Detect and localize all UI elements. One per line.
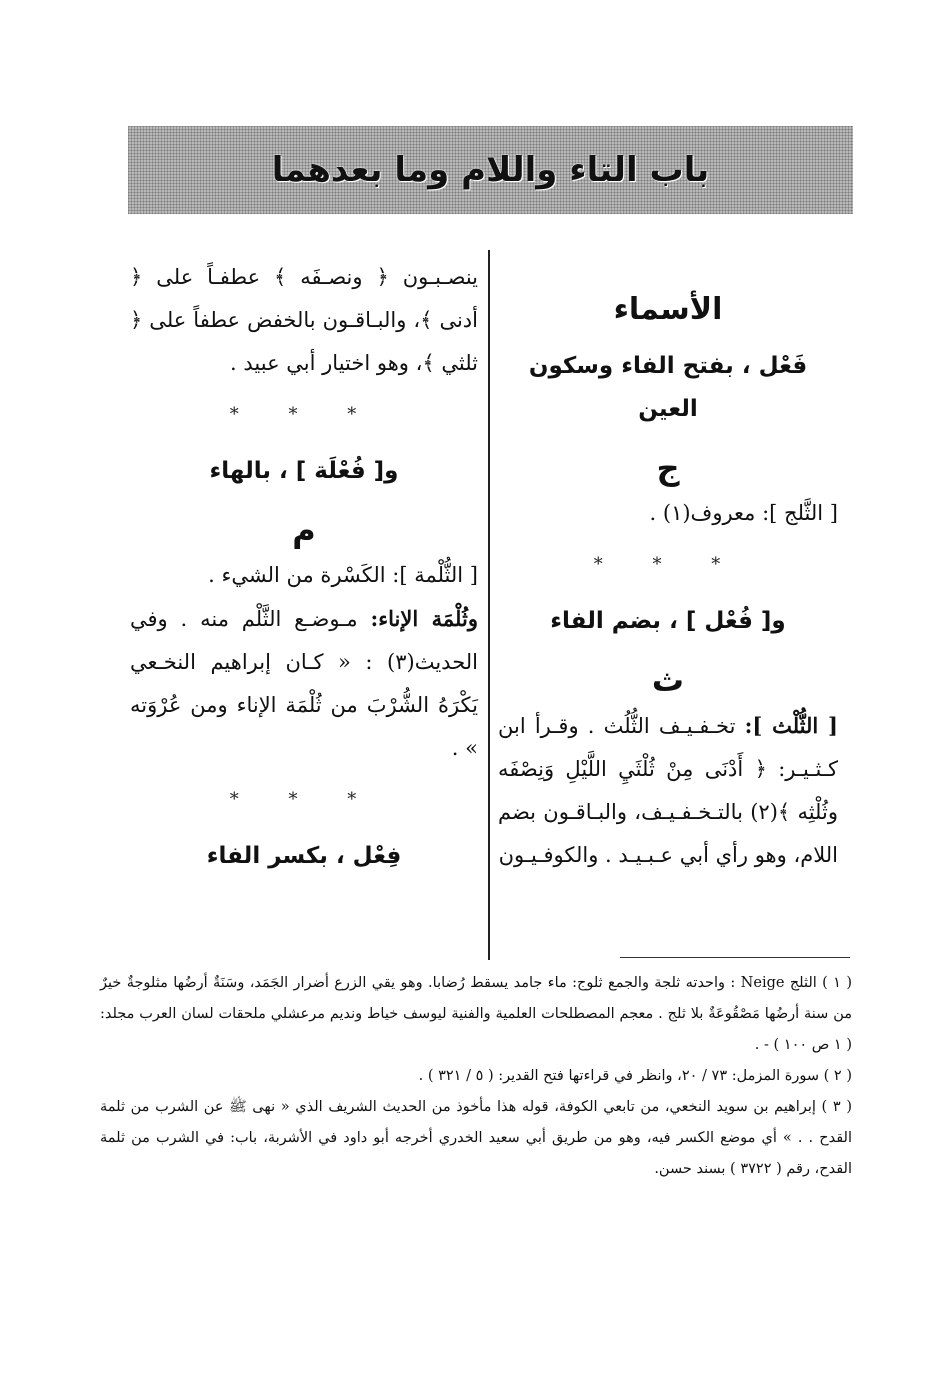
separator-stars: * * *	[229, 789, 379, 810]
footnote-rule	[620, 957, 850, 958]
letter-heading-jim: ج	[656, 449, 680, 487]
left-column	[130, 256, 478, 892]
pattern-heading-2: و[ فُعْل ] ، بضم الفاء	[550, 608, 786, 634]
chapter-banner	[128, 126, 853, 214]
section-title: الأسماء	[613, 292, 723, 327]
column-divider	[488, 250, 490, 960]
separator-stars: * * *	[593, 554, 743, 575]
footnote-3: ( ٣ ) إبراهيم بن سويد النخعي، من تابعي الكوفة، قوله هذا مأخوذ من الحديث الشريف الذي « نهى ﷺ عن الشرب من ثلمة القدح . . » أي موضع الكسر فيه، وهو من طريق أبي سعيد الخدري أخرجه أبو داود في الأشربة، باب: في الشرب من ثلمة القدح، رقم ( ٣٧٢٢ ) بسند حسن.	[100, 1099, 852, 1177]
pattern-heading-1: فَعْل ، بفتح الفاء وسكون العين	[528, 353, 808, 422]
entry-headword: [ الثُّلْث ]:	[744, 713, 838, 738]
footnotes	[100, 968, 852, 1185]
entry-text: تخـفـيـف الثُّلُث . وقـرأ ابن كـثـيـر: ﴿ أَدْنَى مِنْ ثُلْثَيِ اللَّيْلِ وَنِصْفَه وثُلْثِه ﴾(٢) بالتـخـفـيـف، والبـاقـون بضم اللام، وهو رأي أبي عـبـيـد . والكوفـيـون	[498, 714, 838, 867]
separator-stars: * * *	[229, 404, 379, 425]
footnote-1: ( ١ ) الثلج Neige : واحدته ثلجة والجمع ثلوج: ماء جامد يسقط رُضابا. وهو يقي الزرع أضرار الجَمَد، وسَنَةٌ أرضُها مثلوجةٌ خيرٌ من سنة أرضُها مَصْقُوعَةٌ بلا ثلج . معجم المصطلحات العلمية والفنية ليوسف خياط ونديم مرعشلي ملحقات لسان العرب مجلد: ( ١ ص ١٠٠ ) - .	[100, 975, 852, 1053]
entry-thulmat-al-inaa	[130, 597, 478, 770]
entry-headword: وثُلْمَة الإناء:	[370, 606, 478, 631]
entry-text: مـوضـع الثَّلْم منه . وفي الحديث(٣) : « كـان إبراهيم النخـعي يَكْرَهُ الشُّرْبَ من ثُلْمَة الإناء ومن عُرْوَته » .	[130, 607, 478, 760]
footnote-2: ( ٢ ) سورة المزمل: ٧٣ / ٢٠، وانظر في قراءتها فتح القدير: ( ٥ / ٣٢١ ) .	[418, 1068, 852, 1084]
chapter-title: باب التاء واللام وما بعدهما	[271, 150, 710, 190]
letter-heading-mim: م	[292, 511, 316, 549]
pattern-heading-3: و[ فُعْلَة ] ، بالهاء	[209, 458, 399, 484]
entry-thulma: [ الثُّلْمة ]: الكَسْرة من الشيء .	[208, 563, 478, 587]
right-column	[498, 276, 838, 877]
entry-thulth	[498, 704, 838, 877]
entry-thalj: [ الثَّلج ]: معروف(١) .	[649, 501, 838, 525]
letter-heading-tha: ث	[651, 661, 685, 699]
continuation-text: ينصـبـون ﴿ ونصـفَه ﴾ عطفـاً على ﴿ أدنى ﴾، والبـاقـون بالخفض عطفاً على ﴿ ثلثي ﴾، وهو اختيار أبي عبيد .	[130, 265, 478, 375]
pattern-heading-4: فِعْل ، بكسر الفاء	[206, 843, 402, 869]
